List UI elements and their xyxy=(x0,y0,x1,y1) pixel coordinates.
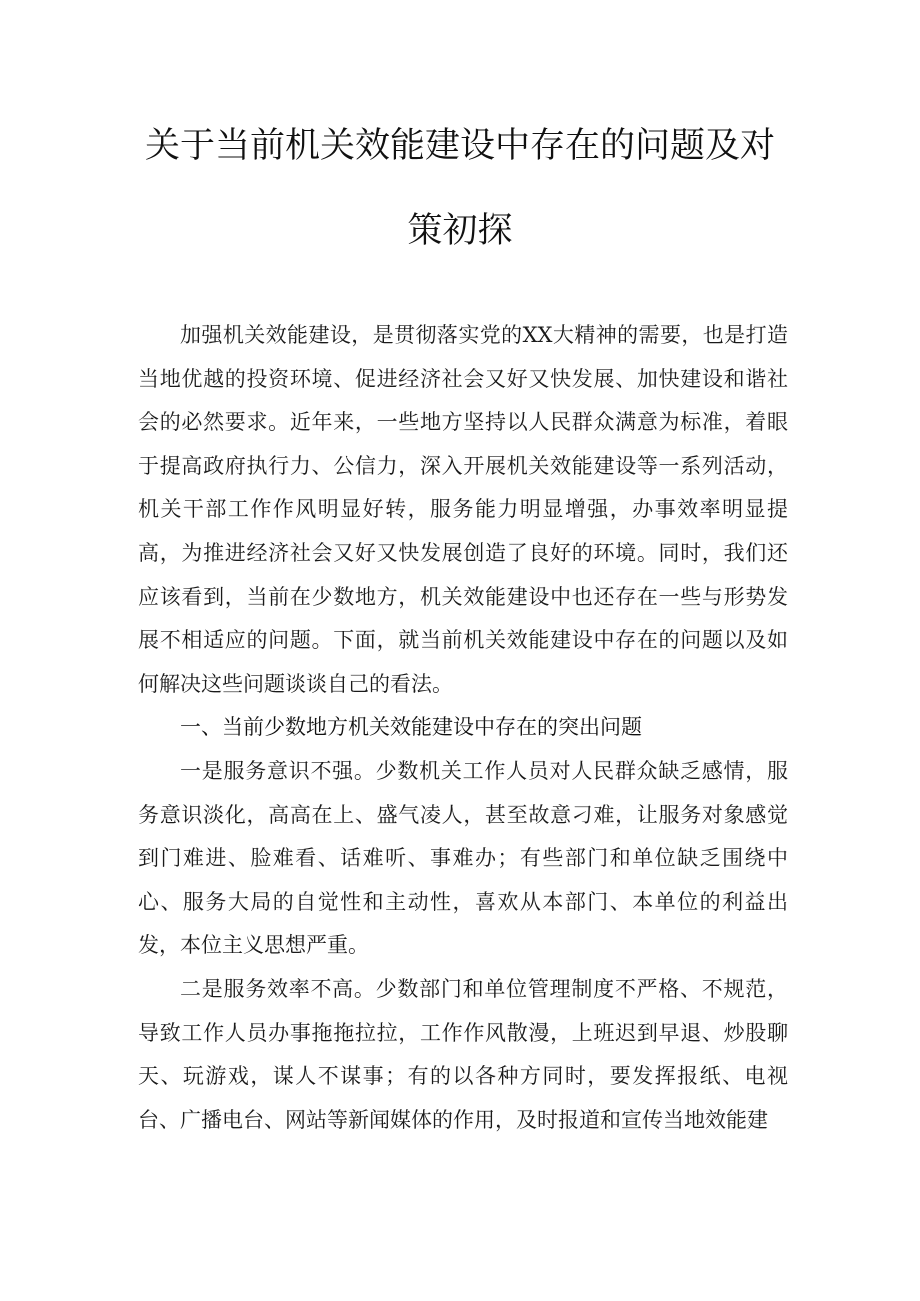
section-1-heading: 一、当前少数地方机关效能建设中存在的突出问题 xyxy=(180,715,642,740)
point-1-paragraph: 一是服务意识不强。少数机关工作人员对人民群众缺乏感情，服务意识淡化，高高在上、盛气凌人，甚至故意刁难，让服务对象感觉到门难进、脸难看、话难听、事难办；有些部门和单位缺乏围绕中心、服务大局的自觉性和主动性，喜欢从本部门、本单位的利益出发，本位主义思想严重。 xyxy=(138,758,788,958)
intro-paragraph: 加强机关效能建设，是贯彻落实党的XX大精神的需要，也是打造当地优越的投资环境、促进经济社会又好又快发展、加快建设和谐社会的必然要求。近年来，一些地方坚持以人民群众满意为标准，着眼于提高政府执行力、公信力，深入开展机关效能建设等一系列活动，机关干部工作作风明显好转，服务能力明显增强，办事效率明显提高，为推进经济社会又好又快发展创造了良好的环境。同时，我们还应该看到，当前在少数地方，机关效能建设中也还存在一些与形势发展不相适应的问题。下面，就当前机关效能建设中存在的问题以及如何解决这些问题谈谈自己的看法。 xyxy=(138,323,788,696)
point-2-paragraph: 二是服务效率不高。少数部门和单位管理制度不严格、不规范，导致工作人员办事拖拖拉拉，工作作风散漫，上班迟到早退、炒股聊天、玩游戏，谋人不谋事；有的以各种方同时，要发挥报纸、电视台、广播电台、网站等新闻媒体的作用，及时报道和宣传当地效能建 xyxy=(138,976,788,1132)
document-title-line-2: 策初探 xyxy=(407,211,513,251)
document-title-line-1: 关于当前机关效能建设中存在的问题及对 xyxy=(144,126,775,166)
document-body xyxy=(138,314,788,1142)
